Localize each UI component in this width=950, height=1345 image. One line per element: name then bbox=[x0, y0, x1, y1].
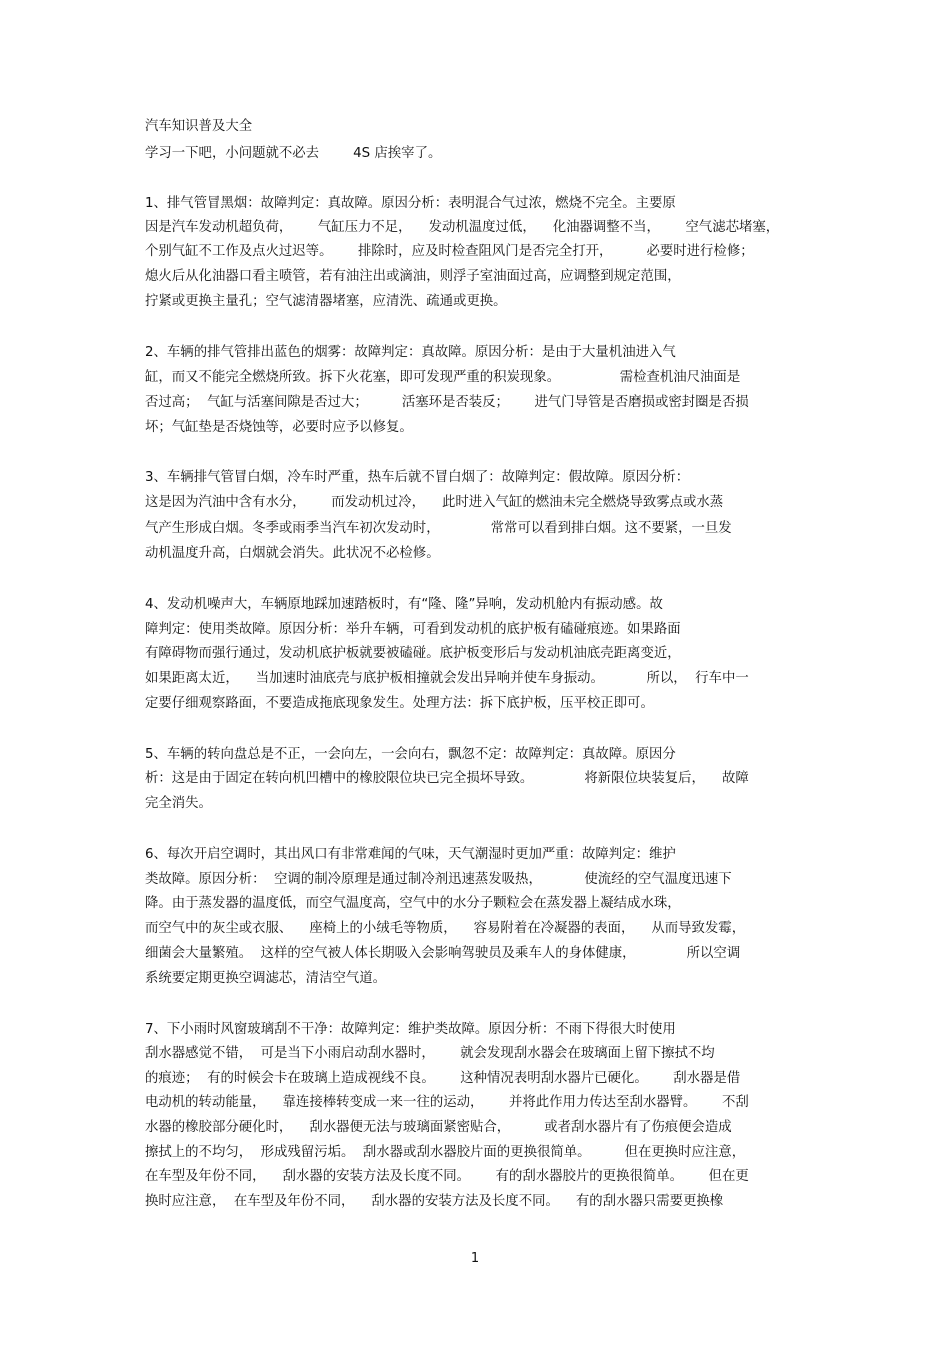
paragraph-line: 换时应注意， 在车型及年份不同， 刮水器的安装方法及长度不同。 有的刮水器只需要更换橡 bbox=[145, 1194, 724, 1209]
paragraph-line: 完全消失。 bbox=[145, 796, 212, 811]
paragraph-line: 个别气缸不工作及点火过迟等。 排除时，应及时检查阻风门是否完全打开， 必要时进行检修； bbox=[145, 244, 754, 259]
paragraph-line: 7、下小雨时风窗玻璃刮不干净：故障判定：维护类故障。原因分析：不雨下得很大时使用 bbox=[145, 1022, 676, 1037]
paragraph-line: 擦拭上的不均匀， 形成残留污垢。 刮水器或刮水器胶片面的更换很简单。 但在更换时应注意， bbox=[145, 1145, 746, 1160]
document-subtitle: 学习一下吧，小问题就不必去 4S 店挨宰了。 bbox=[145, 146, 442, 161]
paragraph-line: 而空气中的灰尘或衣服、 座椅上的小绒毛等物质， 容易附着在冷凝器的表面， 从而导致发霉， bbox=[145, 921, 746, 936]
document-title: 汽车知识普及大全 bbox=[145, 119, 253, 134]
paragraph-line: 细菌会大量繁殖。 这样的空气被人体长期吸入会影响驾驶员及乘车人的身体健康， 所以空调 bbox=[145, 946, 741, 961]
paragraph-line: 1、排气管冒黑烟：故障判定：真故障。原因分析：表明混合气过浓，燃烧不完全。主要原 bbox=[145, 196, 676, 211]
paragraph-line: 熄火后从化油器口看主喷管，若有油注出或滴油，则浮子室油面过高，应调整到规定范围， bbox=[145, 269, 681, 284]
paragraph-line: 动机温度升高，白烟就会消失。此状况不必检修。 bbox=[145, 546, 440, 561]
paragraph-line: 障判定：使用类故障。原因分析：举升车辆，可看到发动机的底护板有磕碰痕迹。如果路面 bbox=[145, 622, 681, 637]
page-number: 1 bbox=[470, 1251, 480, 1266]
paragraph-line: 气产生形成白烟。冬季或雨季当汽车初次发动时， 常常可以看到排白烟。这不要紧，一旦发 bbox=[145, 521, 732, 536]
paragraph-line: 在车型及年份不同， 刮水器的安装方法及长度不同。 有的刮水器胶片的更换很简单。 但在更 bbox=[145, 1169, 749, 1184]
paragraph-line: 拧紧或更换主量孔；空气滤清器堵塞，应清洗、疏通或更换。 bbox=[145, 294, 507, 309]
paragraph-line: 系统要定期更换空调滤芯，清洁空气道。 bbox=[145, 971, 387, 986]
paragraph-line: 6、每次开启空调时，其出风口有非常难闻的气味，天气潮湿时更加严重：故障判定：维护 bbox=[145, 847, 676, 862]
paragraph-line: 刮水器感觉不错， 可是当下小雨启动刮水器时， 就会发现刮水器会在玻璃面上留下擦拭不均 bbox=[145, 1046, 715, 1061]
paragraph-line: 否过高； 气缸与活塞间隙是否过大； 活塞环是否装反； 进气门导管是否磨损或密封圈是否损 bbox=[145, 395, 749, 410]
paragraph-line: 2、车辆的排气管排出蓝色的烟雾：故障判定：真故障。原因分析：是由于大量机油进入气 bbox=[145, 345, 676, 360]
paragraph-line: 有障碍物而强行通过，发动机底护板就要被磕碰。底护板变形后与发动机油底壳距离变近， bbox=[145, 646, 681, 661]
paragraph-line: 如果距离太近， 当加速时油底壳与底护板相撞就会发出异响并使车身振动。 所以， 行车中一 bbox=[145, 671, 749, 686]
paragraph-line: 缸，而又不能完全燃烧所致。拆下火花塞，即可发现严重的积炭现象。 需检查机油尺油面是 bbox=[145, 370, 741, 385]
paragraph-line: 降。由于蒸发器的温度低，而空气温度高，空气中的水分子颗粒会在蒸发器上凝结成水珠， bbox=[145, 896, 681, 911]
paragraph-line: 3、车辆排气管冒白烟，冷车时严重，热车后就不冒白烟了：故障判定：假故障。原因分析： bbox=[145, 470, 690, 485]
paragraph-line: 4、发动机噪声大，车辆原地踩加速踏板时，有“隆、隆”异响，发动机舱内有振动感。故 bbox=[145, 597, 663, 612]
paragraph-line: 5、车辆的转向盘总是不正，一会向左，一会向右，飘忽不定：故障判定：真故障。原因分 bbox=[145, 747, 676, 762]
paragraph-line: 这是因为汽油中含有水分， 而发动机过冷， 此时进入气缸的燃油未完全燃烧导致雾点或水蒸 bbox=[145, 495, 724, 510]
paragraph-line: 类故障。原因分析： 空调的制冷原理是通过制冷剂迅速蒸发吸热， 使流经的空气温度迅速下 bbox=[145, 872, 732, 887]
paragraph-line: 析：这是由于固定在转向机凹槽中的橡胶限位块已完全损坏导致。 将新限位块装复后， 故障 bbox=[145, 771, 749, 786]
paragraph-line: 的痕迹； 有的时候会卡在玻璃上造成视线不良。 这种情况表明刮水器片已硬化。 刮水器是借 bbox=[145, 1071, 741, 1086]
paragraph-line: 水器的橡胶部分硬化时， 刮水器便无法与玻璃面紧密贴合， 或者刮水器片有了伤痕便会造成 bbox=[145, 1120, 732, 1135]
paragraph-line: 电动机的转动能量， 靠连接棒转变成一来一往的运动， 并将此作用力传达至刮水器臂。 不刮 bbox=[145, 1095, 749, 1110]
paragraph-line: 定要仔细观察路面，不要造成拖底现象发生。处理方法：拆下底护板，压平校正即可。 bbox=[145, 696, 654, 711]
paragraph-line: 坏；气缸垫是否烧蚀等，必要时应予以修复。 bbox=[145, 420, 413, 435]
paragraph-line: 因是汽车发动机超负荷， 气缸压力不足， 发动机温度过低， 化油器调整不当， 空气滤芯堵塞， bbox=[145, 220, 780, 235]
